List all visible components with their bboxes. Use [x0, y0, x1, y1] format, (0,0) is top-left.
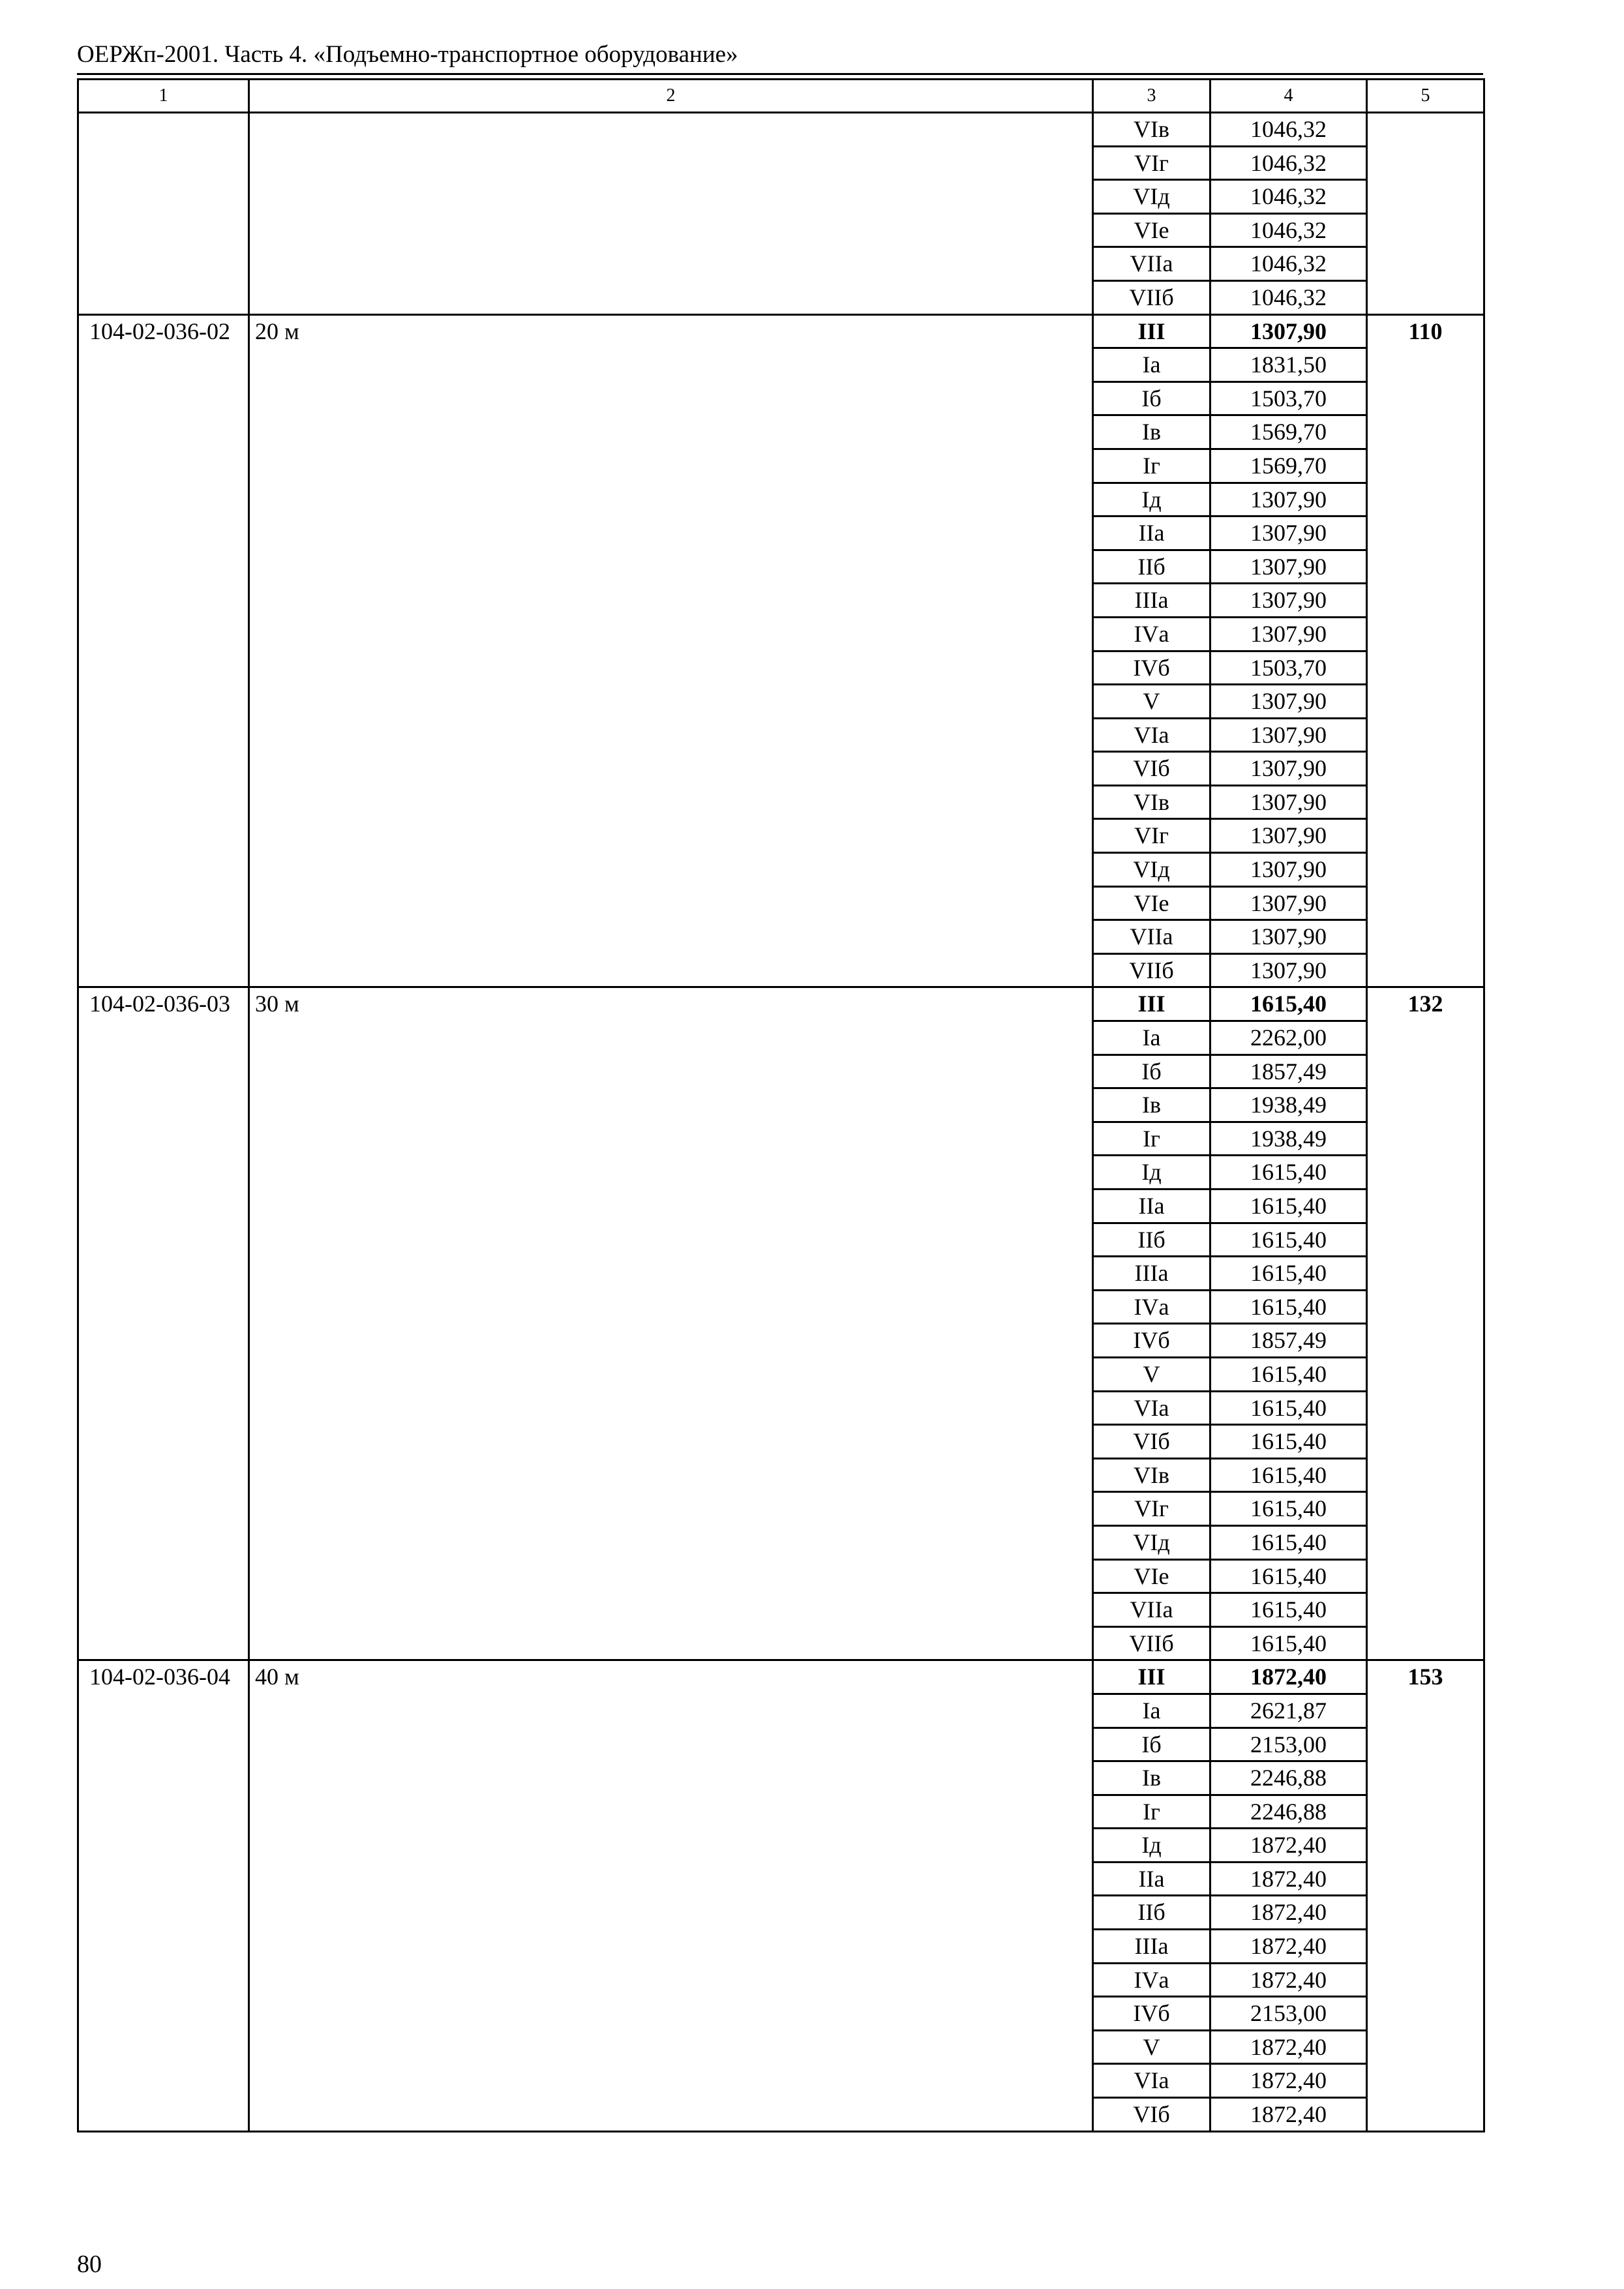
column-5-value: 132 [1367, 987, 1484, 1660]
price-cell: 2153,00 [1210, 1728, 1367, 1761]
price-cell: 1046,32 [1210, 280, 1367, 314]
price-cell: 2621,87 [1210, 1694, 1367, 1728]
zone-cell: IVб [1093, 651, 1210, 685]
zone-cell: VIIб [1093, 1626, 1210, 1660]
zone-cell: VIа [1093, 718, 1210, 752]
price-cell: 1872,40 [1210, 1660, 1367, 1694]
zone-cell: III [1093, 1660, 1210, 1694]
zone-cell: IVа [1093, 617, 1210, 651]
zone-cell: VIг [1093, 819, 1210, 853]
price-cell: 1615,40 [1210, 1458, 1367, 1492]
price-cell: 1615,40 [1210, 1492, 1367, 1526]
zone-cell: VIв [1093, 113, 1210, 147]
zone-cell: VIб [1093, 2098, 1210, 2132]
column-number: 2 [249, 80, 1093, 113]
zone-cell: VIа [1093, 1391, 1210, 1425]
price-cell: 1307,90 [1210, 483, 1367, 516]
price-cell: 1307,90 [1210, 819, 1367, 853]
zone-cell: IVа [1093, 1963, 1210, 1997]
price-cell: 1615,40 [1210, 1391, 1367, 1425]
zone-cell: VIг [1093, 1492, 1210, 1526]
zone-cell: VIе [1093, 886, 1210, 920]
price-cell: 1872,40 [1210, 1963, 1367, 1997]
price-cell: 1046,32 [1210, 213, 1367, 247]
zone-cell: VIб [1093, 752, 1210, 786]
price-cell: 1046,32 [1210, 180, 1367, 214]
zone-cell: IVб [1093, 1324, 1210, 1358]
zone-cell: VIд [1093, 1525, 1210, 1559]
zone-cell: IIб [1093, 1896, 1210, 1930]
item-code: 104-02-036-04 [78, 1660, 249, 2131]
table-row [78, 314, 1484, 348]
column-5-value: 153 [1367, 1660, 1484, 2131]
zone-cell: VIIа [1093, 1593, 1210, 1627]
zone-cell: VIIб [1093, 280, 1210, 314]
zone-cell: Iд [1093, 483, 1210, 516]
price-cell: 1307,90 [1210, 920, 1367, 954]
price-cell: 1307,90 [1210, 785, 1367, 819]
zone-cell: Iа [1093, 1694, 1210, 1728]
item-description: 40 м [249, 1660, 1093, 2131]
price-cell: 2153,00 [1210, 1997, 1367, 2031]
price-cell: 1307,90 [1210, 752, 1367, 786]
zone-cell: V [1093, 2030, 1210, 2064]
zone-cell: IIIа [1093, 1930, 1210, 1964]
price-cell: 1938,49 [1210, 1088, 1367, 1122]
price-cell: 1615,40 [1210, 1559, 1367, 1593]
price-cell: 1569,70 [1210, 415, 1367, 449]
zone-cell: IIа [1093, 1862, 1210, 1896]
price-cell: 1307,90 [1210, 718, 1367, 752]
price-cell: 1046,32 [1210, 247, 1367, 281]
price-cell: 1615,40 [1210, 1357, 1367, 1391]
price-cell: 1615,40 [1210, 1290, 1367, 1324]
zone-cell: III [1093, 987, 1210, 1021]
item-description: 30 м [249, 987, 1093, 1660]
price-cell: 1307,90 [1210, 886, 1367, 920]
price-cell: 2246,88 [1210, 1795, 1367, 1829]
zone-cell: Iг [1093, 1795, 1210, 1829]
price-cell: 1307,90 [1210, 853, 1367, 887]
zone-cell: Iа [1093, 1021, 1210, 1055]
price-cell: 1872,40 [1210, 2098, 1367, 2132]
price-cell: 1872,40 [1210, 1862, 1367, 1896]
zone-cell: IIб [1093, 550, 1210, 584]
price-cell: 1615,40 [1210, 1425, 1367, 1459]
zone-cell: VIе [1093, 1559, 1210, 1593]
column-number: 3 [1093, 80, 1210, 113]
zone-cell: VIIа [1093, 920, 1210, 954]
zone-cell: VIIб [1093, 953, 1210, 987]
zone-cell: V [1093, 685, 1210, 719]
price-cell: 1872,40 [1210, 2064, 1367, 2098]
price-cell: 1307,90 [1210, 584, 1367, 618]
zone-cell: III [1093, 314, 1210, 348]
zone-cell: VIд [1093, 180, 1210, 214]
item-code [78, 113, 249, 315]
header-rule [77, 73, 1483, 75]
zone-cell: IIа [1093, 516, 1210, 550]
table-row [78, 113, 1484, 147]
price-cell: 1307,90 [1210, 314, 1367, 348]
zone-cell: Iб [1093, 1728, 1210, 1761]
page-header-title: ОЕРЖп-2001. Часть 4. «Подъемно-транспортное оборудование» [77, 41, 738, 68]
column-number: 5 [1367, 80, 1484, 113]
zone-cell: Iб [1093, 1055, 1210, 1088]
price-cell: 1615,40 [1210, 1156, 1367, 1189]
zone-cell: IVа [1093, 1290, 1210, 1324]
zone-cell: V [1093, 1357, 1210, 1391]
price-cell: 1503,70 [1210, 382, 1367, 415]
table-row [78, 987, 1484, 1021]
item-description: 20 м [249, 314, 1093, 987]
zone-cell: VIд [1093, 853, 1210, 887]
price-cell: 1307,90 [1210, 550, 1367, 584]
price-cell: 1615,40 [1210, 987, 1367, 1021]
zone-cell: VIв [1093, 1458, 1210, 1492]
price-cell: 1307,90 [1210, 953, 1367, 987]
zone-cell: IIIа [1093, 584, 1210, 618]
zone-cell: Iд [1093, 1156, 1210, 1189]
price-cell: 2262,00 [1210, 1021, 1367, 1055]
column-number: 4 [1210, 80, 1367, 113]
column-5-value: 110 [1367, 314, 1484, 987]
zone-cell: Iг [1093, 449, 1210, 483]
price-cell: 1872,40 [1210, 2030, 1367, 2064]
zone-cell: VIа [1093, 2064, 1210, 2098]
price-cell: 1307,90 [1210, 685, 1367, 719]
item-code: 104-02-036-02 [78, 314, 249, 987]
price-cell: 1872,40 [1210, 1896, 1367, 1930]
price-cell: 1872,40 [1210, 1930, 1367, 1964]
zone-cell: IVб [1093, 1997, 1210, 2031]
zone-cell: Iа [1093, 348, 1210, 382]
zone-cell: IIIа [1093, 1257, 1210, 1291]
zone-cell: Iв [1093, 1761, 1210, 1795]
table-row [78, 1660, 1484, 1694]
zone-cell: Iб [1093, 382, 1210, 415]
price-cell: 1857,49 [1210, 1324, 1367, 1358]
price-table [77, 78, 1485, 2132]
item-description [249, 113, 1093, 315]
price-cell: 1307,90 [1210, 516, 1367, 550]
price-cell: 1569,70 [1210, 449, 1367, 483]
zone-cell: VIIа [1093, 247, 1210, 281]
price-cell: 1615,40 [1210, 1626, 1367, 1660]
zone-cell: IIб [1093, 1223, 1210, 1257]
price-cell: 1615,40 [1210, 1257, 1367, 1291]
price-cell: 1615,40 [1210, 1223, 1367, 1257]
price-table-body [78, 80, 1484, 2132]
zone-cell: IIа [1093, 1189, 1210, 1223]
price-cell: 1046,32 [1210, 146, 1367, 180]
price-cell: 1503,70 [1210, 651, 1367, 685]
price-cell: 1872,40 [1210, 1829, 1367, 1863]
zone-cell: VIе [1093, 213, 1210, 247]
zone-cell: VIв [1093, 785, 1210, 819]
page-number: 80 [77, 2251, 102, 2278]
price-cell: 1615,40 [1210, 1189, 1367, 1223]
price-cell: 1938,49 [1210, 1122, 1367, 1156]
price-cell: 1307,90 [1210, 617, 1367, 651]
price-cell: 1046,32 [1210, 113, 1367, 147]
price-cell: 1615,40 [1210, 1593, 1367, 1627]
column-number: 1 [78, 80, 249, 113]
zone-cell: Iв [1093, 1088, 1210, 1122]
zone-cell: Iв [1093, 415, 1210, 449]
price-cell: 2246,88 [1210, 1761, 1367, 1795]
price-cell: 1615,40 [1210, 1525, 1367, 1559]
zone-cell: VIг [1093, 146, 1210, 180]
item-code: 104-02-036-03 [78, 987, 249, 1660]
price-cell: 1857,49 [1210, 1055, 1367, 1088]
column-number-row [78, 80, 1484, 113]
zone-cell: Iг [1093, 1122, 1210, 1156]
zone-cell: Iд [1093, 1829, 1210, 1863]
zone-cell: VIб [1093, 1425, 1210, 1459]
price-cell: 1831,50 [1210, 348, 1367, 382]
column-5-value [1367, 113, 1484, 315]
